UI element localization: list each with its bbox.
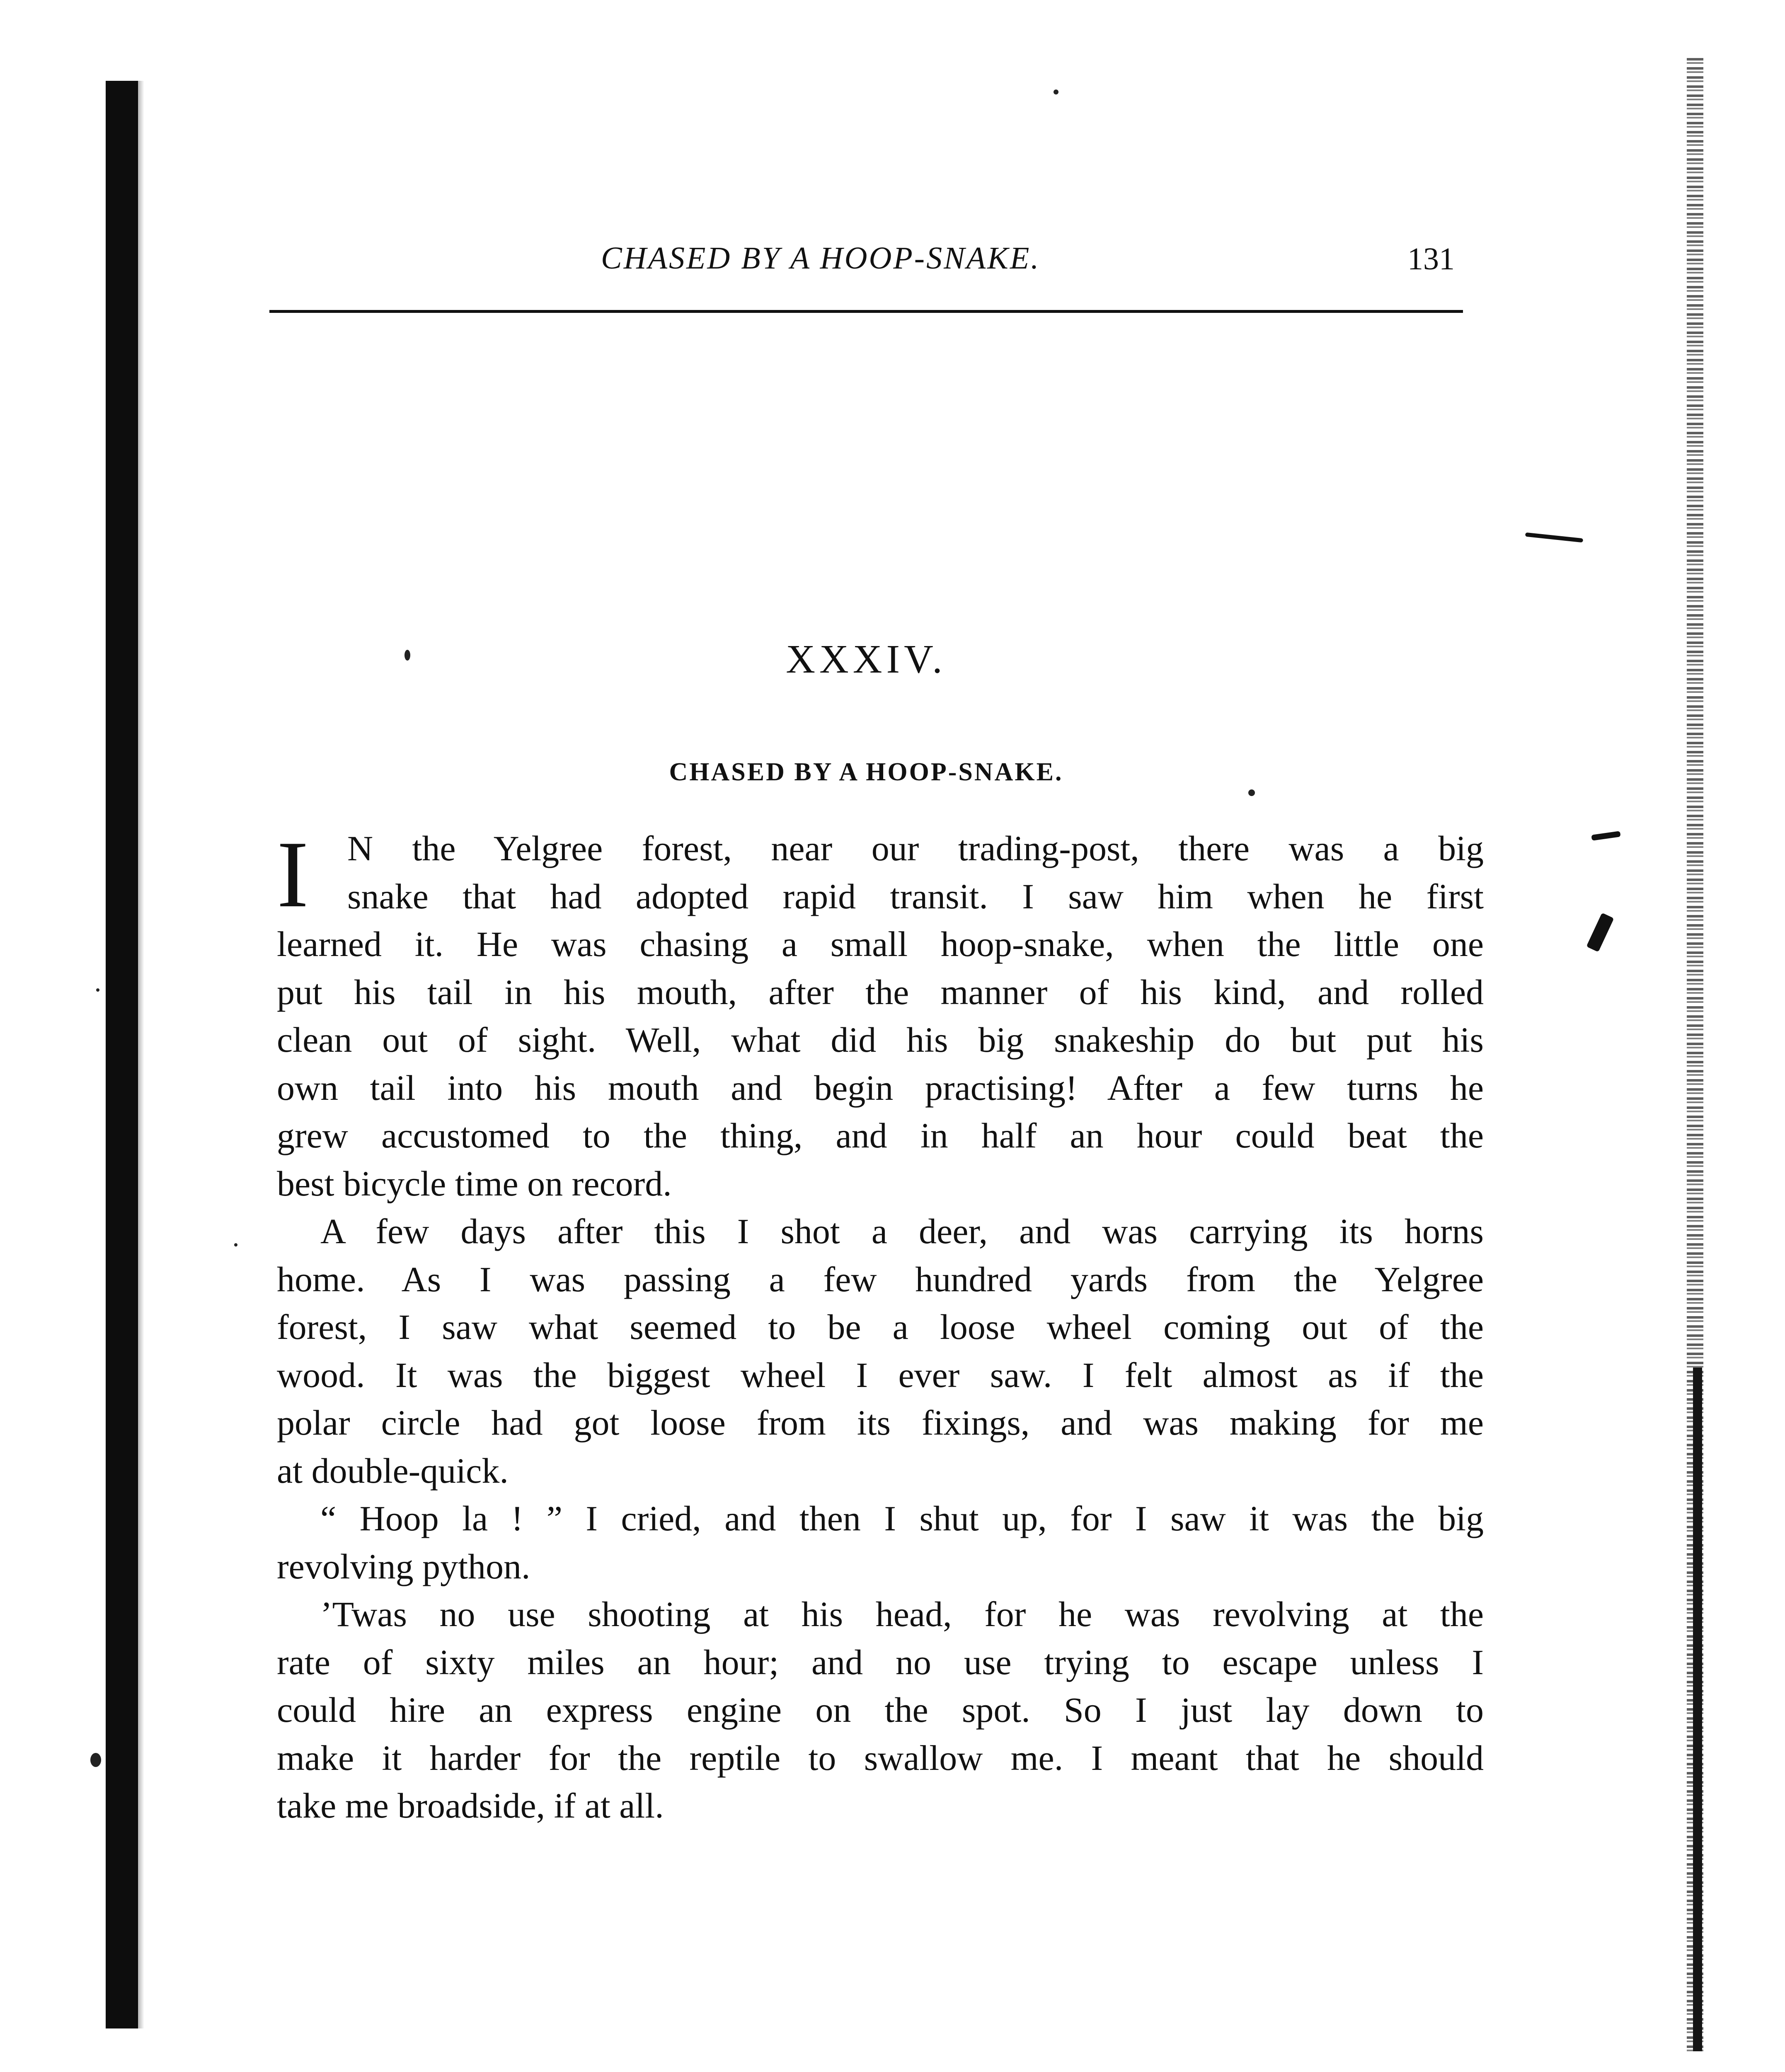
- text-line: could hire an express engine on the spot. So I just lay down to: [277, 1690, 1484, 1730]
- ink-speck: [1054, 90, 1058, 94]
- text-line: take me broadside, if at all.: [277, 1786, 664, 1825]
- paragraph: [277, 821, 1484, 1208]
- text-line: A few days after this I shot a deer, and was carrying its horns: [320, 1211, 1484, 1251]
- text-line: clean out of sight. Well, what did his big snakeship do but put his: [277, 1020, 1484, 1060]
- ink-stroke: [1591, 831, 1620, 841]
- ink-speck: [1248, 789, 1255, 796]
- page-number: 131: [1407, 242, 1455, 276]
- running-title: CHASED BY A HOOP-SNAKE.: [601, 241, 1041, 276]
- page-edge-dark-band: [1693, 1368, 1702, 2051]
- text-line: N the Yelgree forest, near our trading-post, there was a big: [347, 828, 1484, 868]
- text-line: grew accustomed to the thing, and in half an hour could beat the: [277, 1116, 1484, 1155]
- text-line: revolving python.: [277, 1546, 530, 1586]
- chapter-title: CHASED BY A HOOP-SNAKE.: [669, 758, 1063, 786]
- text-line: snake that had adopted rapid transit. I saw him when he first: [347, 876, 1484, 916]
- header-rule: [269, 310, 1463, 313]
- text-line: at double-quick.: [277, 1450, 509, 1491]
- text-line: wood. It was the biggest wheel I ever saw. I felt almost as if the: [277, 1355, 1484, 1395]
- text-line: learned it. He was chasing a small hoop-snake, when the little one: [277, 924, 1484, 964]
- ink-speck: [96, 988, 99, 992]
- ink-speck: [234, 1243, 237, 1247]
- binding-shadow: [106, 81, 138, 2028]
- text-line: home. As I was passing a few hundred yards from the Yelgree: [277, 1259, 1484, 1299]
- ink-blot: [1586, 913, 1614, 952]
- binding-shadow-fade: [137, 81, 144, 2028]
- text-line: own tail into his mouth and begin practising! After a few turns he: [277, 1067, 1484, 1108]
- text-line: put his tail in his mouth, after the manner of his kind, and rolled: [277, 972, 1484, 1012]
- text-line: best bicycle time on record.: [277, 1163, 672, 1203]
- ink-speck: [90, 1753, 101, 1767]
- text-line: “ Hoop la ! ” I cried, and then I shut up, for I saw it was the big: [320, 1498, 1484, 1538]
- body-text: [277, 821, 1484, 1830]
- text-line: polar circle had got loose from its fixings, and was making for me: [277, 1403, 1484, 1443]
- running-head: [269, 215, 1463, 278]
- drop-cap: I: [277, 821, 309, 927]
- chapter-number: XXXIV.: [786, 637, 947, 682]
- text-line: ’Twas no use shooting at his head, for he was revolving at the: [320, 1594, 1484, 1634]
- paragraph: [277, 1590, 1484, 1830]
- text-line: rate of sixty miles an hour; and no use trying to escape unless I: [277, 1642, 1484, 1682]
- ink-stroke: [1525, 533, 1583, 543]
- paragraph: [277, 1208, 1484, 1495]
- text-line: make it harder for the reptile to swallow me. I meant that he should: [277, 1738, 1484, 1778]
- paragraph: [277, 1495, 1484, 1590]
- text-line: forest, I saw what seemed to be a loose wheel coming out of the: [277, 1307, 1484, 1347]
